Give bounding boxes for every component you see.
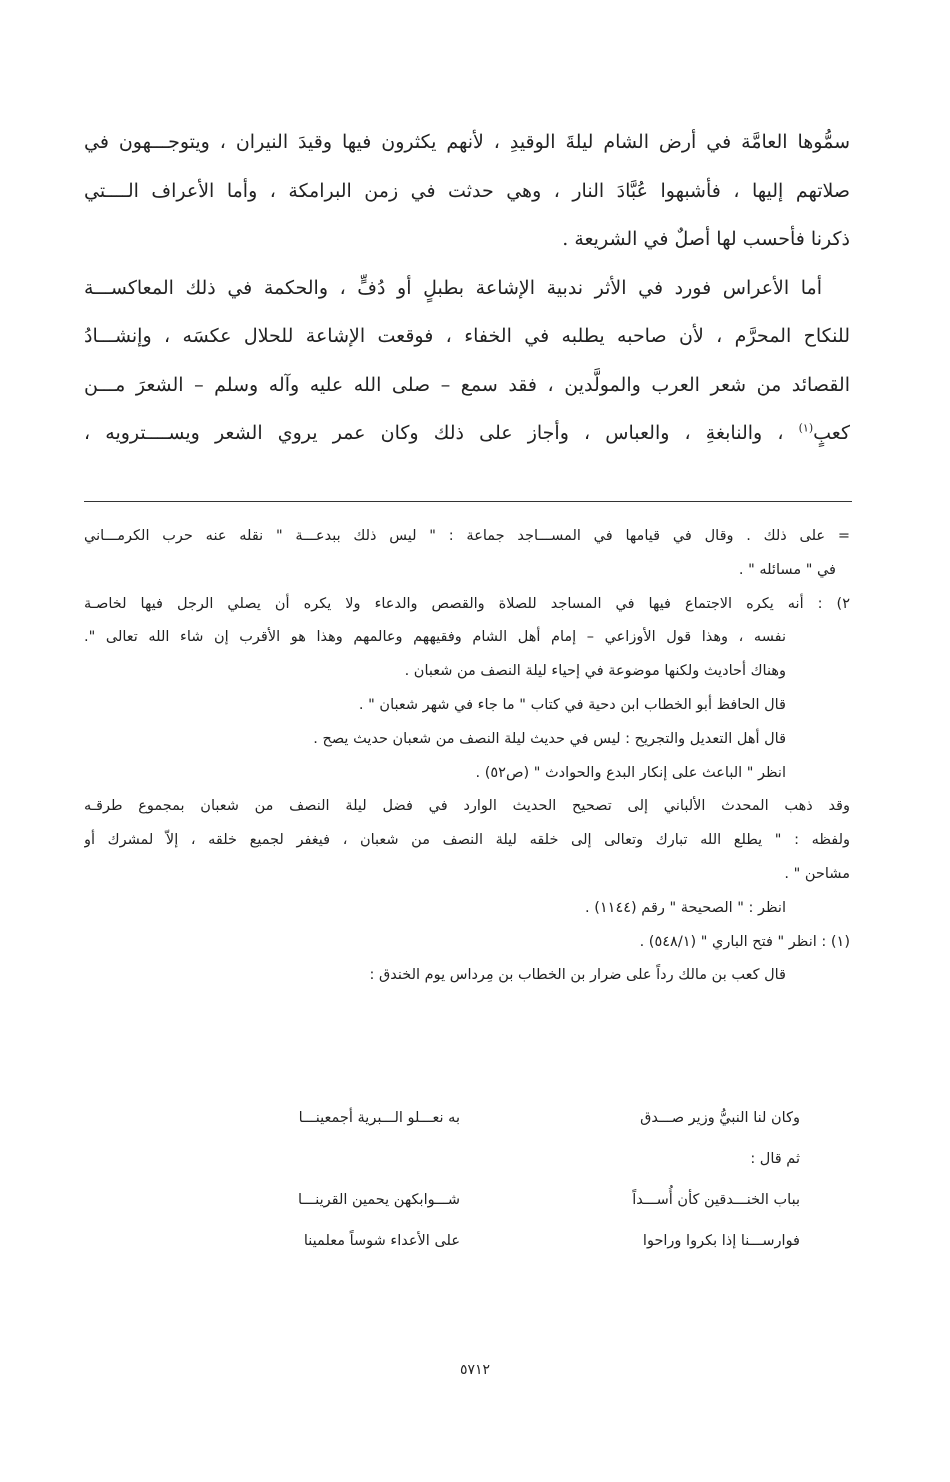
verse-second-hemistich: به نعـــلو الـــبرية أجمعينـــا (298, 1110, 460, 1126)
footnote-line: نفسه ، وهذا قول الأوزاعي – إمام أهل الشام وفقيههم وعالمهم وهذا هو الأقرب إن شاء الله تعالى ". (84, 629, 786, 646)
footnote-separator (84, 501, 852, 502)
footnote-line: وهناك أحاديث ولكنها موضوعة في إحياء ليلة النصف من شعبان . (404, 663, 786, 680)
footnote-marker: (١) (798, 421, 814, 435)
verse-second-hemistich: شـــوابكهن يحمين القرينـــا (298, 1192, 460, 1208)
main-text-line: ذكرنا فأحسب لها أصلٌ في الشريعة . (562, 228, 850, 250)
footnote-line: انظر " الباعث على إنكار البدع والحوادث " (ص٥٢) . (475, 764, 786, 781)
poem-verse (180, 1098, 800, 1139)
verse-first-hemistich: وكان لنا النبيُّ وزير صـــدق (640, 1110, 800, 1126)
footnote-line: مشاحن " . (784, 865, 850, 882)
poem-block (180, 1098, 800, 1262)
poem-verse (180, 1221, 800, 1262)
poem-verse (180, 1180, 800, 1221)
page-number: ٥٧١٢ (459, 1362, 491, 1378)
footnote-anchor-word: كعبٍ (813, 422, 850, 444)
main-text-line-with-footnote (84, 409, 850, 458)
footnote-line: = على ذلك . وقال في قيامها في المســـاجد جماعة : " ليس ذلك ببدعـــة " نقله عنه حرب الكرمـــاني (84, 528, 850, 544)
footnote-line: في " مسائله " . (738, 561, 836, 578)
footnote-line: قال الحافظ أبو الخطاب ابن دحية في كتاب " ما جاء في شهر شعبان " . (358, 696, 786, 713)
verse-first-hemistich: بباب الخنـــدقين كأن أُســـداً (632, 1192, 800, 1208)
main-text-line: أما الأعراس فورد في الأثر ندبية الإشاعة بطبلٍ أو دُفٍّ ، والحكمة في ذلك المعاكســـة (84, 276, 822, 299)
footnote-line: وقد ذهب المحدث الألباني إلى تصحيح الحديث الوارد في فضل ليلة النصف من شعبان بمجموع طرقـه (84, 798, 850, 815)
verse-second-hemistich: على الأعداء شوساً معلمينا (303, 1233, 460, 1249)
footnote-line: ٢) : أنه يكره الاجتماع فيها في المساجد للصلاة والقصص والدعاء ولا يكره أن يصلي الرجل فيها لخاصـة (84, 595, 850, 612)
verse-first-hemistich: ثم قال : (750, 1151, 800, 1167)
main-text-block (84, 118, 850, 458)
verse-first-hemistich: فوارســـنا إذا بكروا وراحوا (642, 1233, 800, 1249)
footnote-line: ولفظه : " يطلع الله تبارك وتعالى إلى خلقه ليلة النصف من شعبان ، فيغفر لجميع خلقه ، إلاّ لمشرك أو (84, 832, 850, 849)
main-text-line: القصائد من شعر العرب والمولَّدين ، فقد سمع – صلى الله عليه وآله وسلم – الشعرَ مـــن (84, 373, 850, 396)
footnote-line: (١) : انظر " فتح الباري " (٥٤٨/١) . (639, 933, 850, 950)
main-text-line: للنكاح المحرَّم ، لأن صاحبه يطلبه في الخفاء ، فوقعت الإشاعة للحلال عكسَه ، وإنشـــادُ (84, 325, 850, 347)
main-text-line: سمُّوها العامَّة في أرض الشام ليلةَ الوقيدِ ، لأنهم يكثرون فيها وقيدَ النيران ، ويتوجـــهون في (84, 131, 850, 153)
main-text-line: صلاتهم إليها ، فأشبهوا عُبَّادَ النار ، وهي حدثت في زمن البرامكة ، وأما الأعراف الــــتي (84, 179, 850, 202)
footnotes-block (84, 520, 850, 993)
footnote-line: انظر : " الصحيحة " رقم (١١٤٤) . (584, 899, 786, 916)
footnote-line: قال كعب بن مالك رداً على ضرار بن الخطاب بن مِرداس يوم الخندق : (369, 967, 786, 984)
footnote-line: قال أهل التعديل والتجريح : ليس في حديث ليلة النصف من شعبان حديث يصح . (313, 730, 786, 747)
main-text-line-tail: ، والنابغةِ ، والعباس ، وأجاز على ذلك وكان عمر يروي الشعر ويســــترويه ، (84, 422, 784, 444)
poem-verse (180, 1139, 800, 1180)
